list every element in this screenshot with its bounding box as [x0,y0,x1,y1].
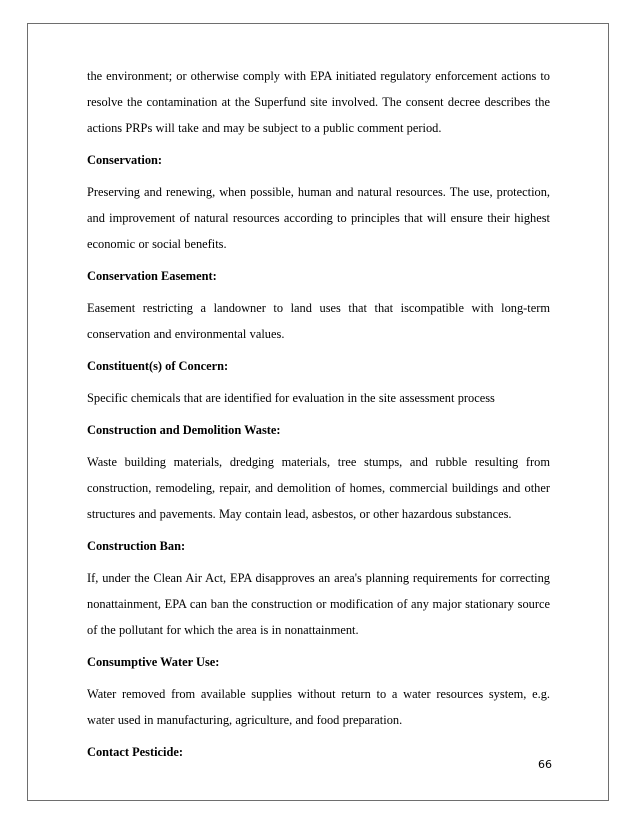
term-construction-and-demolition-waste: Construction and Demolition Waste: [87,423,281,437]
term-constituents-of-concern: Constituent(s) of Concern: [87,359,229,373]
term-consumptive-water-use: Consumptive Water Use: [87,655,220,669]
definition-conservation-easement: Easement restricting a landowner to land uses that that iscompatible with long-term conservation and environmental values. [87,301,550,341]
definition-conservation: Preserving and renewing, when possible, human and natural resources. The use, protection, and improvement of natural resources according to principles that will ensure their highest economic or social benefits. [87,185,550,251]
definition-consumptive-water-use: Water removed from available supplies without return to a water resources system, e.g. water used in manufacturing, agriculture, and food preparation. [87,687,550,727]
definition-constituents-of-concern: Specific chemicals that are identified for evaluation in the site assessment process [87,391,495,405]
definition-construction-and-demolition-waste: Waste building materials, dredging materials, tree stumps, and rubble resulting from construction, remodeling, repair, and demolition of homes, commercial buildings and other structures and pavements. May contain lead, asbestos, or other hazardous substances. [87,455,550,521]
document-body [87,63,550,771]
term-construction-ban: Construction Ban: [87,539,186,553]
term-conservation-easement: Conservation Easement: [87,269,217,283]
term-conservation: Conservation: [87,153,163,167]
term-contact-pesticide: Contact Pesticide: [87,745,183,759]
definition-construction-ban: If, under the Clean Air Act, EPA disapproves an area's planning requirements for correcting nonattainment, EPA can ban the construction or modification of any major stationary source of the pollutant for which the area is in nonattainment. [87,571,550,637]
intro-paragraph: the environment; or otherwise comply with EPA initiated regulatory enforcement actions to resolve the contamination at the Superfund site involved. The consent decree describes the actions PRPs will take and may be subject to a public comment period. [87,69,550,135]
page-number: 66 [538,758,552,771]
